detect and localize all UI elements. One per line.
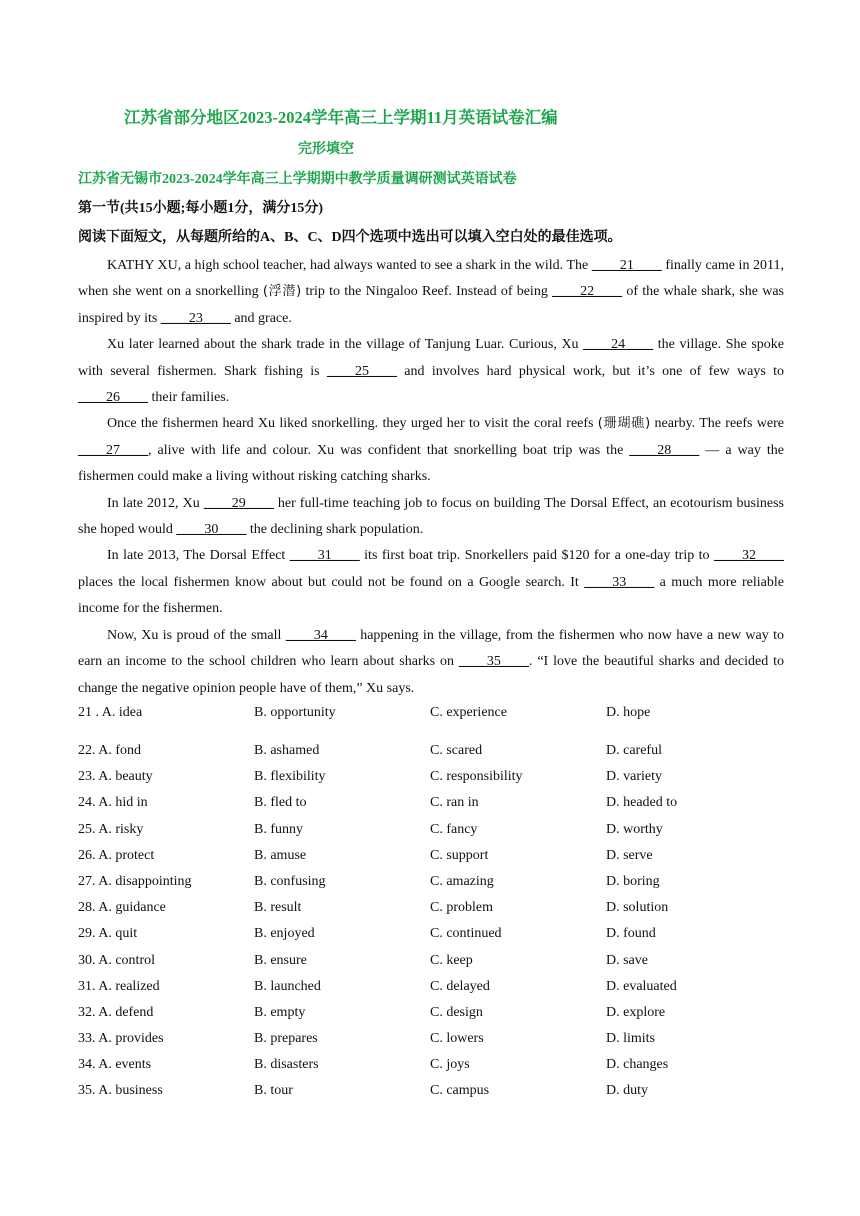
option-c: C. support — [430, 847, 489, 863]
option-c: C. joys — [430, 1057, 470, 1073]
option-b: B. prepares — [254, 1031, 318, 1047]
option-a: 27. A. disappointing — [78, 873, 192, 889]
paragraph-6 — [78, 623, 784, 702]
option-b: B. confusing — [254, 873, 326, 889]
question-row — [78, 848, 784, 874]
passage-text: their families. — [148, 390, 230, 406]
paragraph-4 — [78, 491, 784, 544]
question-row — [78, 979, 784, 1005]
chinese-gloss: (珊瑚礁) — [597, 416, 651, 432]
option-d: D. hope — [606, 705, 651, 720]
blank-24: ____24____ — [583, 337, 654, 353]
option-c: C. continued — [430, 926, 502, 942]
question-row — [78, 822, 784, 848]
passage-text: its first boat trip. Snorkellers paid $120 for a one-day trip to — [359, 548, 714, 564]
passage-text: happening in the village, from the fishermen who now have a new way to earn an income to the school children who learn about sharks on — [78, 627, 784, 670]
passage-text: finally came in 2011, when she went on a snorkelling — [78, 258, 784, 300]
question-row — [78, 1031, 784, 1057]
question-row — [78, 874, 784, 900]
option-a: 26. A. protect — [78, 847, 155, 863]
document-title: 江苏省部分地区2023-2024学年高三上学期11月英语试卷汇编 — [124, 108, 558, 127]
blank-26: ____26____ — [78, 390, 148, 406]
blank-31: ____31____ — [289, 548, 360, 564]
option-a: 33. A. provides — [78, 1031, 164, 1047]
passage-text: . “I love the beautiful sharks and decided to change the negative opinion people have of them,” Xu says. — [78, 654, 784, 696]
option-c: C. experience — [430, 705, 507, 720]
passage-text: of the whale shark, she was inspired by its — [78, 284, 784, 326]
section-heading: 第一节(共15小题;每小题1分，满分15分) — [78, 201, 323, 216]
blank-30: ____30____ — [176, 522, 247, 538]
passage-text: In late 2013, The Dorsal Effect — [107, 548, 290, 564]
option-c: C. scared — [430, 743, 483, 758]
passage-text: trip to the Ningaloo Reef. Instead of being — [301, 284, 553, 300]
option-b: B. disasters — [254, 1057, 319, 1073]
option-c: C. design — [430, 1004, 483, 1020]
document-subtitle: 完形填空 — [298, 142, 354, 157]
blank-22: ____22____ — [552, 284, 623, 300]
passage-text: Once the fishermen heard Xu liked snorkelling. they urged her to visit the coral reefs — [107, 416, 598, 432]
option-d: D. careful — [606, 743, 662, 758]
option-a: 23. A. beauty — [78, 769, 153, 785]
option-a: 25. A. risky — [78, 821, 144, 837]
option-b: B. launched — [254, 978, 321, 994]
option-d: D. evaluated — [606, 978, 677, 994]
option-c: C. lowers — [430, 1031, 484, 1047]
passage-text: her full-time teaching job to focus on building The Dorsal Effect, an ecotourism business she hoped would — [78, 495, 785, 538]
option-c: C. responsibility — [430, 769, 523, 785]
question-row — [78, 1083, 784, 1109]
passage-text: places the local fishermen know about but could not be found on a Google search. It — [78, 574, 585, 590]
option-a: 28. A. guidance — [78, 900, 166, 916]
option-d: D. solution — [606, 900, 669, 916]
passage-text: Now, Xu is proud of the small — [107, 627, 286, 643]
option-c: C. fancy — [430, 821, 478, 837]
blank-27: ____27____ — [78, 442, 148, 458]
option-b: B. amuse — [254, 847, 307, 863]
blank-23: ____23____ — [160, 310, 231, 326]
option-c: C. keep — [430, 952, 473, 968]
option-c: C. delayed — [430, 978, 490, 994]
paragraph-1 — [78, 253, 784, 332]
option-b: B. result — [254, 900, 302, 916]
passage-text: a much more reliable income for the fishermen. — [78, 574, 784, 617]
option-d: D. explore — [606, 1004, 666, 1020]
option-a: 30. A. control — [78, 952, 155, 968]
option-b: B. ensure — [254, 952, 307, 968]
option-c: C. amazing — [430, 873, 494, 889]
chinese-gloss: (浮潜) — [262, 284, 302, 300]
question-row — [78, 953, 784, 979]
exam-title: 江苏省无锡市2023-2024学年高三上学期期中教学质量调研测试英语试卷 — [78, 172, 517, 187]
question-row — [78, 743, 784, 769]
paragraph-2 — [78, 332, 784, 411]
question-row — [78, 769, 784, 795]
passage-text: and involves hard physical work, but it’s one of few ways to — [396, 363, 784, 379]
option-d: D. variety — [606, 769, 662, 785]
option-a: 29. A. quit — [78, 926, 138, 942]
option-b: B. funny — [254, 821, 303, 837]
blank-21: ____21____ — [591, 258, 662, 273]
passage-text: — a way the fishermen could make a living without risking catching sharks. — [78, 442, 784, 485]
blank-28: ____28____ — [629, 442, 700, 458]
option-a: 31. A. realized — [78, 978, 160, 994]
question-row — [78, 1005, 784, 1031]
option-b: B. enjoyed — [254, 926, 315, 942]
section-instruction: 阅读下面短文，从每题所给的A、B、C、D四个选项中选出可以填入空白处的最佳选项。 — [78, 230, 622, 245]
question-row — [78, 795, 784, 821]
option-d: D. boring — [606, 873, 660, 889]
blank-25: ____25____ — [326, 363, 397, 379]
passage-text: , alive with life and colour. Xu was confident that snorkelling boat trip was the — [148, 442, 630, 458]
option-d: D. serve — [606, 847, 653, 863]
option-a: 24. A. hid in — [78, 795, 148, 811]
blank-34: ____34____ — [285, 627, 356, 643]
question-row — [78, 900, 784, 926]
option-d: D. duty — [606, 1083, 648, 1099]
option-a: 35. A. business — [78, 1083, 163, 1099]
option-a: 22. A. fond — [78, 743, 141, 758]
blank-32: ____32____ — [714, 548, 784, 564]
blank-35: ____35____ — [458, 654, 529, 670]
option-a: 32. A. defend — [78, 1004, 154, 1020]
question-row — [78, 705, 784, 743]
option-c: C. ran in — [430, 795, 479, 811]
passage-text: nearby. The reefs were — [650, 416, 784, 432]
paragraph-5 — [78, 543, 784, 622]
option-d: D. found — [606, 926, 656, 942]
paragraph-3 — [78, 411, 784, 490]
passage-text: and grace. — [230, 310, 292, 326]
blank-29: ____29____ — [203, 495, 274, 511]
answer-options — [78, 705, 784, 1110]
option-d: D. headed to — [606, 795, 678, 811]
option-c: C. campus — [430, 1083, 490, 1099]
cloze-passage — [78, 253, 784, 702]
option-a: 21 . A. idea — [78, 705, 143, 720]
passage-text: Xu later learned about the shark trade in the village of Tanjung Luar. Curious, Xu — [107, 337, 584, 353]
option-a: 34. A. events — [78, 1057, 152, 1073]
option-d: D. limits — [606, 1031, 656, 1047]
option-b: B. flexibility — [254, 769, 326, 785]
option-b: B. ashamed — [254, 743, 320, 758]
option-d: D. changes — [606, 1057, 669, 1073]
option-d: D. save — [606, 952, 648, 968]
option-c: C. problem — [430, 900, 493, 916]
passage-text: KATHY XU, a high school teacher, had always wanted to see a shark in the wild. The — [107, 258, 592, 273]
option-d: D. worthy — [606, 821, 663, 837]
question-row — [78, 926, 784, 952]
option-b: B. empty — [254, 1004, 306, 1020]
option-b: B. tour — [254, 1083, 293, 1099]
option-b: B. opportunity — [254, 705, 336, 720]
passage-text: the village. She spoke with several fishermen. Shark fishing is — [78, 337, 784, 379]
passage-text: In late 2012, Xu — [107, 495, 204, 511]
option-b: B. fled to — [254, 795, 307, 811]
question-row — [78, 1057, 784, 1083]
blank-33: ____33____ — [584, 574, 655, 590]
passage-text: the declining shark population. — [246, 522, 424, 538]
